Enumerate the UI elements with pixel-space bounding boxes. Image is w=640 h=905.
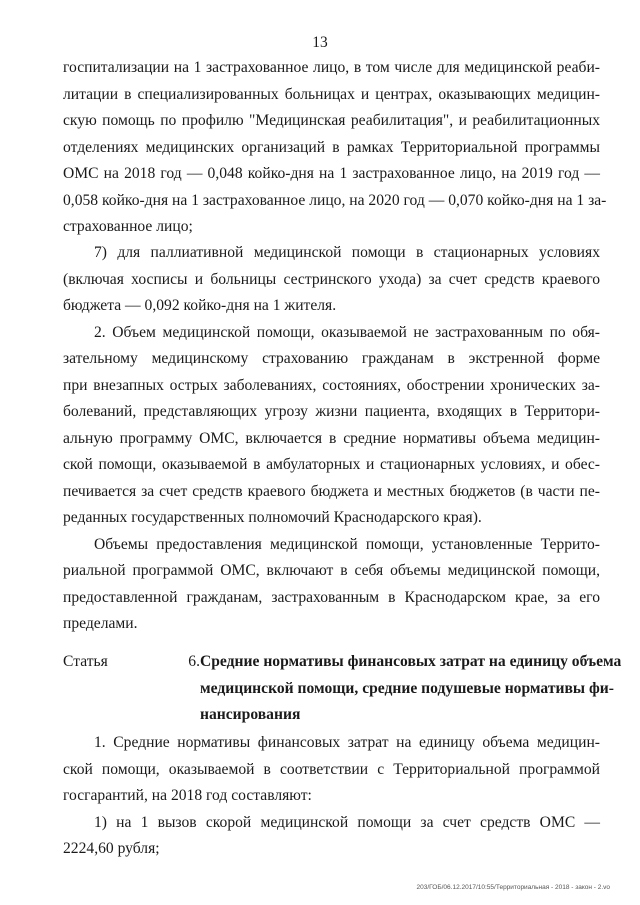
article-heading [63,649,622,729]
text-line: госгарантий, на 2018 год составляют: [63,787,312,804]
text-line: 0,058 койко-дня на 1 застрахованное лицо, на 2020 год — 0,070 койко-дня на 1 за- [63,191,607,209]
text-line: предоставленной гражданам, застрахованным в Краснодарском крае, за его [63,588,600,606]
text-block [63,55,607,241]
page-number: 13 [312,34,328,51]
article-title-line-3: нансирования [200,706,301,723]
text-line: отделениях медицинских организаций в рамках Территориальной программы [63,138,600,156]
footer-stamp: 203/ГОБ/06.12.2017/10:55/Территориальная - 2018 - закон - 2.vo [416,884,610,891]
text-line: 1. Средние нормативы финансовых затрат на единицу объема медицин- [94,734,600,751]
text-line: госпитализации на 1 застрахованное лицо, в том числе для медицинской реаби- [63,59,600,76]
text-line: ской помощи, оказываемой в соответствии с Территориальной программой [63,760,600,778]
text-line: 7) для паллиативной медицинской помощи в стационарных условиях [94,244,600,261]
text-line: 2224,60 рубля; [63,840,160,857]
article-title-line-1: Средние нормативы финансовых затрат на единицу объема [200,653,622,670]
text-line: скую помощь по профилю "Медицинская реабилитация", и реабилитационных [63,112,600,129]
article-label: Статья 6. [63,653,200,670]
article-heading-line [63,649,622,676]
text-line: 2. Объем медицинской помощи, оказываемой не застрахованным по обя- [94,323,600,341]
text-line: альную программу ОМС, включается в средние нормативы объема медицин- [63,429,600,447]
text-line: зательному медицинскому страхованию гражданам в экстренной форме [63,350,600,367]
text-line: ской помощи, оказываемой в амбулаторных и стационарных условиях, и обес- [63,456,600,473]
text-line: Объемы предоставления медицинской помощи, установленные Террито- [94,535,600,553]
text-block [63,240,600,638]
text-line: (включая хосписы и больницы сестринского ухода) за счет средств краевого [63,270,600,288]
text-line: при внезапных острых заболеваниях, состояниях, обострении хронических за- [63,376,600,394]
article-title-line-2: медицинской помощи, средние подушевые нормативы фи- [200,679,614,697]
text-line: страхованное лицо; [63,218,193,235]
text-line: болеваний, представляющих угрозу жизни пациента, входящих в Территори- [63,403,600,420]
text-line: ОМС на 2018 год — 0,048 койко-дня на 1 застрахованное лицо, на 2019 год — [63,165,600,182]
text-line: риальной программой ОМС, включают в себя объемы медицинской помощи, [63,562,600,579]
text-block [63,730,600,863]
text-line: печивается за счет средств краевого бюджета и местных бюджетов (в части пе- [63,482,600,500]
text-line: литации в специализированных больницах и центрах, оказывающих медицин- [63,85,600,103]
text-line: реданных государственных полномочий Краснодарского края). [63,509,482,526]
text-line: бюджета — 0,092 койко-дня на 1 жителя. [63,297,337,314]
text-line: пределами. [63,615,138,632]
text-line: 1) на 1 вызов скорой медицинской помощи за счет средств ОМС — [94,813,600,831]
